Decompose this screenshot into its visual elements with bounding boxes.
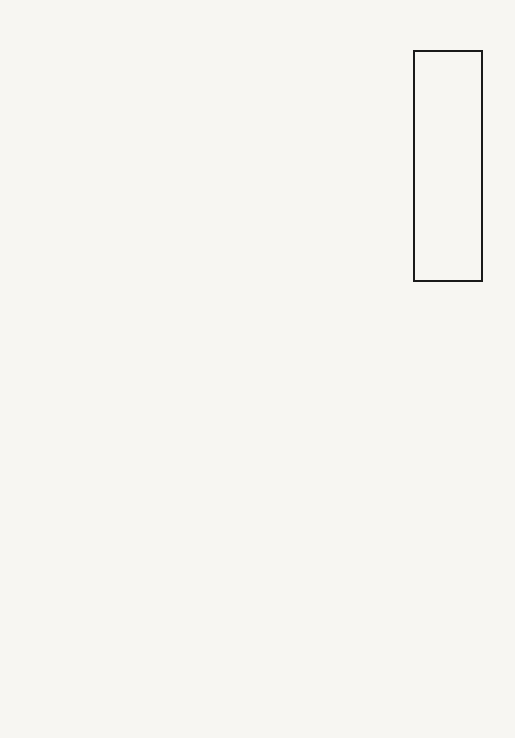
article-rules-bottom <box>44 505 494 685</box>
title-box <box>413 50 483 282</box>
article-rules-middle <box>44 286 494 386</box>
